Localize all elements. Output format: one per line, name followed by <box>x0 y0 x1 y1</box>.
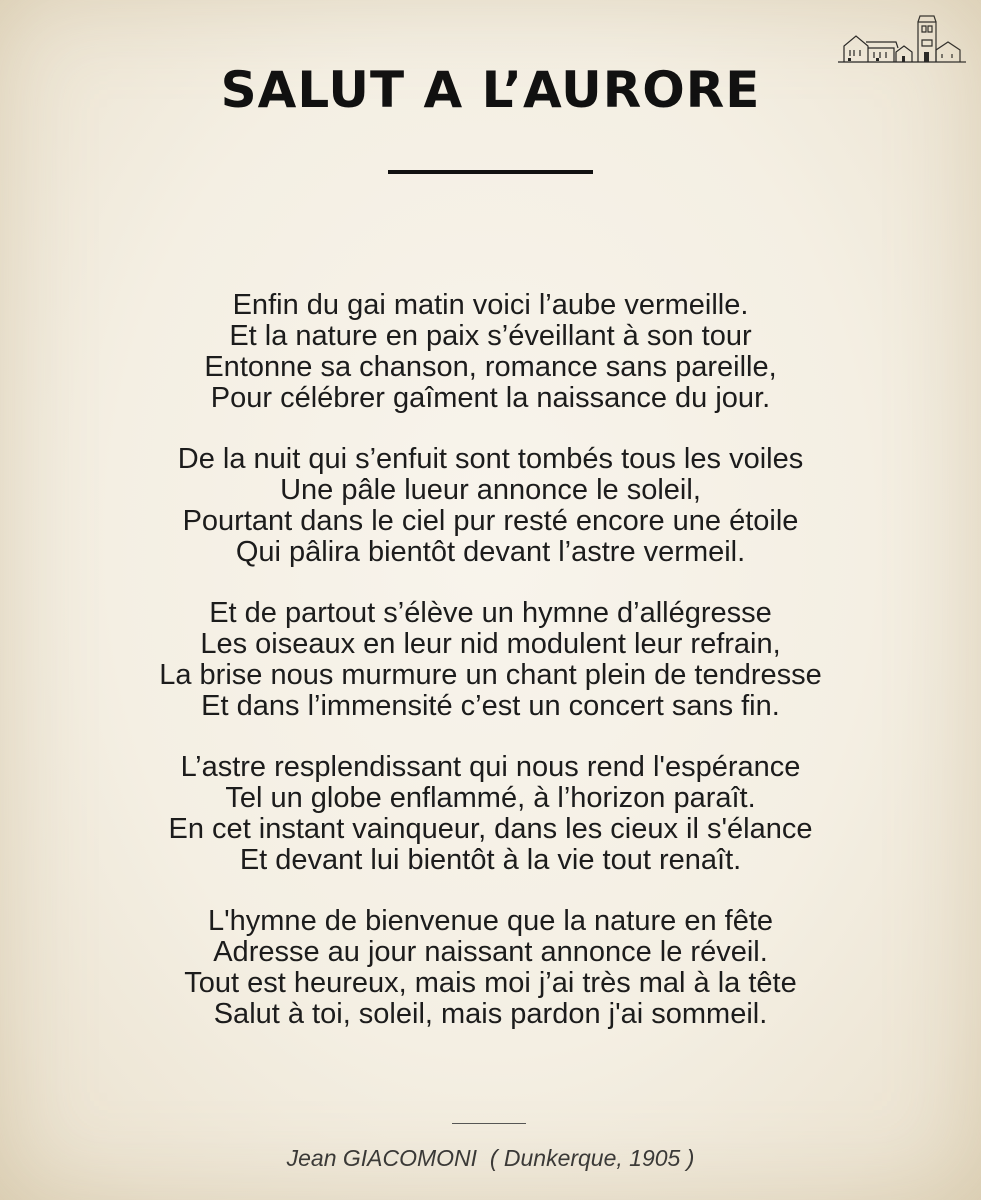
poem-line: De la nuit qui s’enfuit sont tombés tous les voiles <box>177 443 804 475</box>
poem-line: Entonne sa chanson, romance sans pareille, <box>204 351 777 383</box>
poem-line: En cet instant vainqueur, dans les cieux il s'élance <box>168 813 813 845</box>
signature-divider <box>452 1123 526 1124</box>
poem-line: Et dans l’immensité c’est un concert sans fin. <box>201 690 780 722</box>
poem-line: La brise nous murmure un chant plein de tendresse <box>159 659 822 691</box>
poem-line: L’astre resplendissant qui nous rend l'espérance <box>180 751 801 783</box>
title-underline <box>388 170 593 174</box>
stanza-2 <box>0 444 981 568</box>
poem-line: Et devant lui bientôt à la vie tout renaît. <box>239 844 742 876</box>
stanza-3 <box>0 598 981 722</box>
poem-line: Pourtant dans le ciel pur resté encore une étoile <box>182 505 799 537</box>
poem-line: Qui pâlira bientôt devant l’astre vermeil. <box>235 536 746 568</box>
stanza-4 <box>0 752 981 876</box>
poem-line: Pour célébrer gaîment la naissance du jour. <box>210 382 771 414</box>
poem-line: Salut à toi, soleil, mais pardon j'ai sommeil. <box>213 998 768 1030</box>
poem-body <box>0 290 981 1060</box>
poem-title: SALUT A L’AURORE <box>220 61 761 119</box>
poem-line: Tout est heureux, mais moi j’ai très mal à la tête <box>184 967 797 999</box>
author-signature: Jean GIACOMONI ( Dunkerque, 1905 ) <box>286 1145 695 1171</box>
poem-line: L'hymne de bienvenue que la nature en fête <box>207 905 774 937</box>
poem-line: Enfin du gai matin voici l’aube vermeille. <box>232 289 749 321</box>
poem-line: Une pâle lueur annonce le soleil, <box>280 474 701 506</box>
stanza-5 <box>0 906 981 1030</box>
poem-line: Et de partout s’élève un hymne d’allégresse <box>209 597 772 629</box>
poem-line: Les oiseaux en leur nid modulent leur refrain, <box>200 628 781 660</box>
stanza-1 <box>0 290 981 414</box>
poem-line: Adresse au jour naissant annonce le réveil. <box>213 936 768 968</box>
poem-line: Et la nature en paix s’éveillant à son tour <box>229 320 752 352</box>
poem-line: Tel un globe enflammé, à l’horizon paraît. <box>225 782 756 814</box>
